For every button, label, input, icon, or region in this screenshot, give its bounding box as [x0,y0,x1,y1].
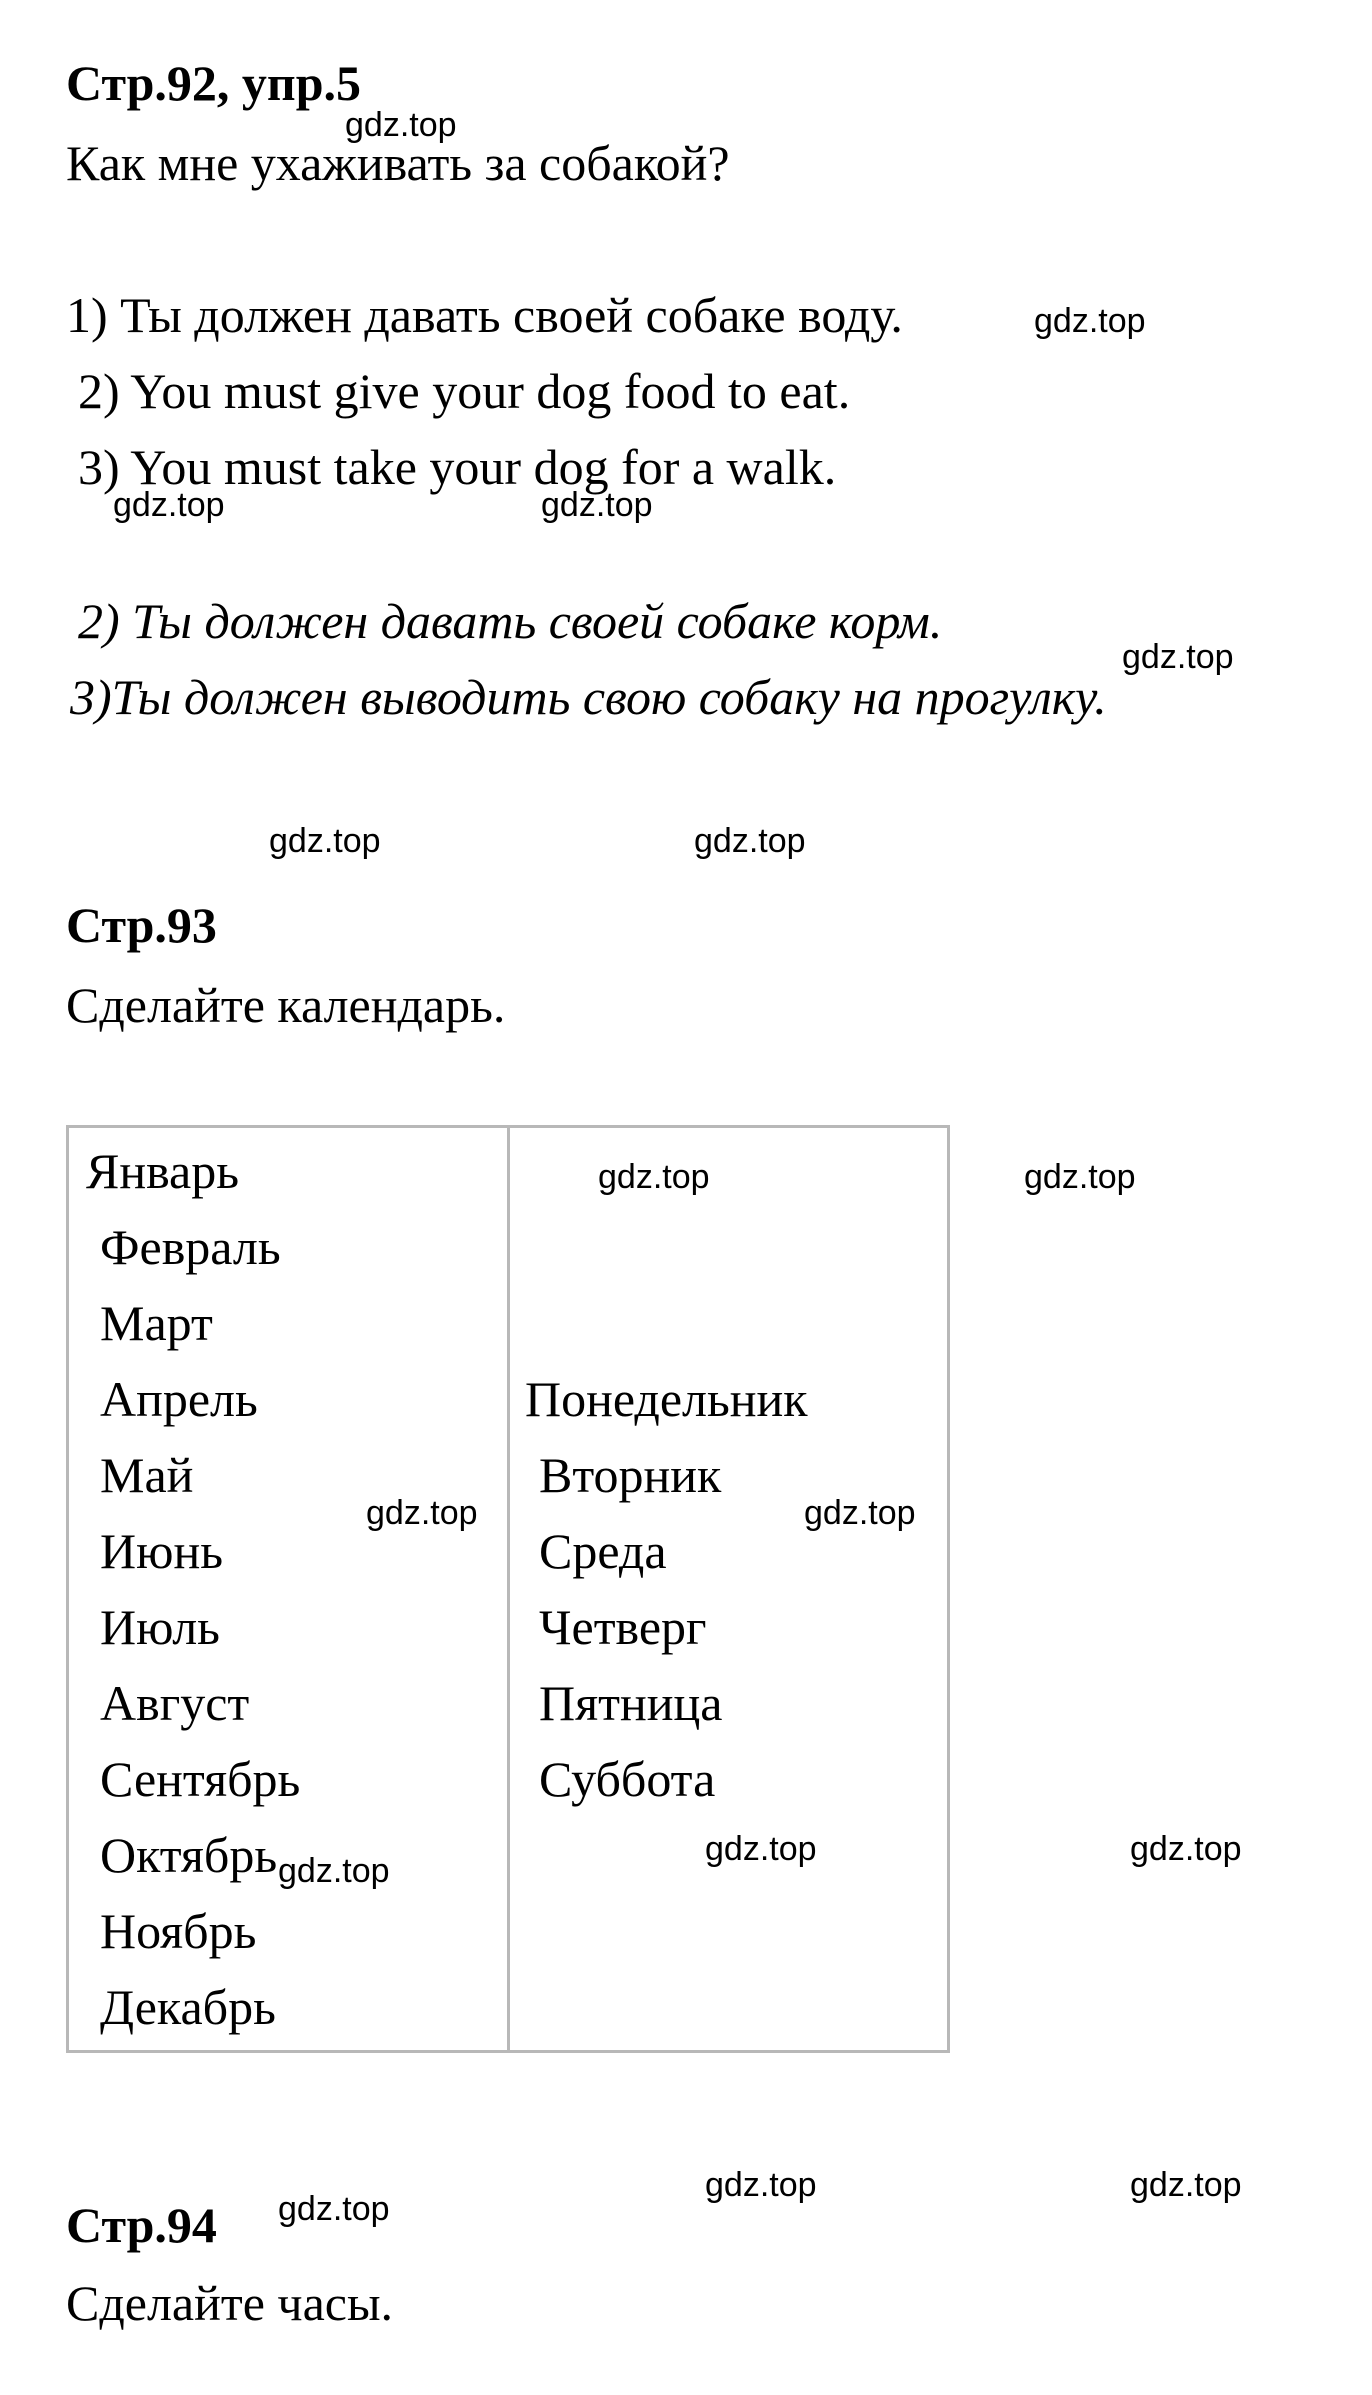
month-item: Август [100,1675,250,1731]
answer-item-2: 2) You must give your dog food to eat. [78,363,851,419]
page-title-94: Стр.94 [66,2197,217,2253]
watermark: gdz.top [1130,2166,1242,2204]
watermark: gdz.top [366,1494,478,1532]
watermark: gdz.top [345,106,457,144]
watermark: gdz.top [541,486,653,524]
month-item: Январь [86,1143,240,1199]
answer-item-3: 3) You must take your dog for a walk. [78,439,837,495]
month-item: Июль [100,1599,220,1655]
weekday-item: Среда [539,1523,667,1579]
weekday-item: Четверг [539,1599,707,1655]
clock-instruction: Сделайте часы. [66,2275,394,2331]
month-item: Апрель [100,1371,258,1427]
translation-item-3: 3)Ты должен выводить свою собаку на прогулку. [70,669,1107,725]
watermark: gdz.top [705,2166,817,2204]
month-item: Ноябрь [100,1903,257,1959]
watermark: gdz.top [694,822,806,860]
month-item: Февраль [100,1219,281,1275]
watermark: gdz.top [278,1852,390,1890]
calendar-divider [507,1128,510,2050]
page-title-92: Стр.92, упр.5 [66,55,362,111]
weekday-item: Пятница [539,1675,723,1731]
month-item: Июнь [100,1523,224,1579]
watermark: gdz.top [1130,1830,1242,1868]
watermark: gdz.top [804,1494,916,1532]
answer-item-1: 1) Ты должен давать своей собаке воду. [66,287,903,343]
watermark: gdz.top [1024,1158,1136,1196]
month-item: Декабрь [100,1979,276,2035]
watermark: gdz.top [269,822,381,860]
weekday-item: Вторник [539,1447,722,1503]
watermark: gdz.top [598,1158,710,1196]
question-text: Как мне ухаживать за собакой? [66,135,730,191]
month-item: Март [100,1295,213,1351]
watermark: gdz.top [1034,302,1146,340]
watermark: gdz.top [113,486,225,524]
calendar-instruction: Сделайте календарь. [66,977,506,1033]
page-title-93: Стр.93 [66,897,217,953]
watermark: gdz.top [278,2190,390,2228]
weekday-item: Суббота [539,1751,716,1807]
translation-item-2: 2) Ты должен давать своей собаке корм. [78,593,943,649]
watermark: gdz.top [1122,638,1234,676]
month-item: Октябрь [100,1827,278,1883]
month-item: Сентябрь [100,1751,301,1807]
watermark: gdz.top [705,1830,817,1868]
month-item: Май [100,1447,194,1503]
weekday-item: Понедельник [525,1371,808,1427]
calendar-table [66,1125,950,2053]
